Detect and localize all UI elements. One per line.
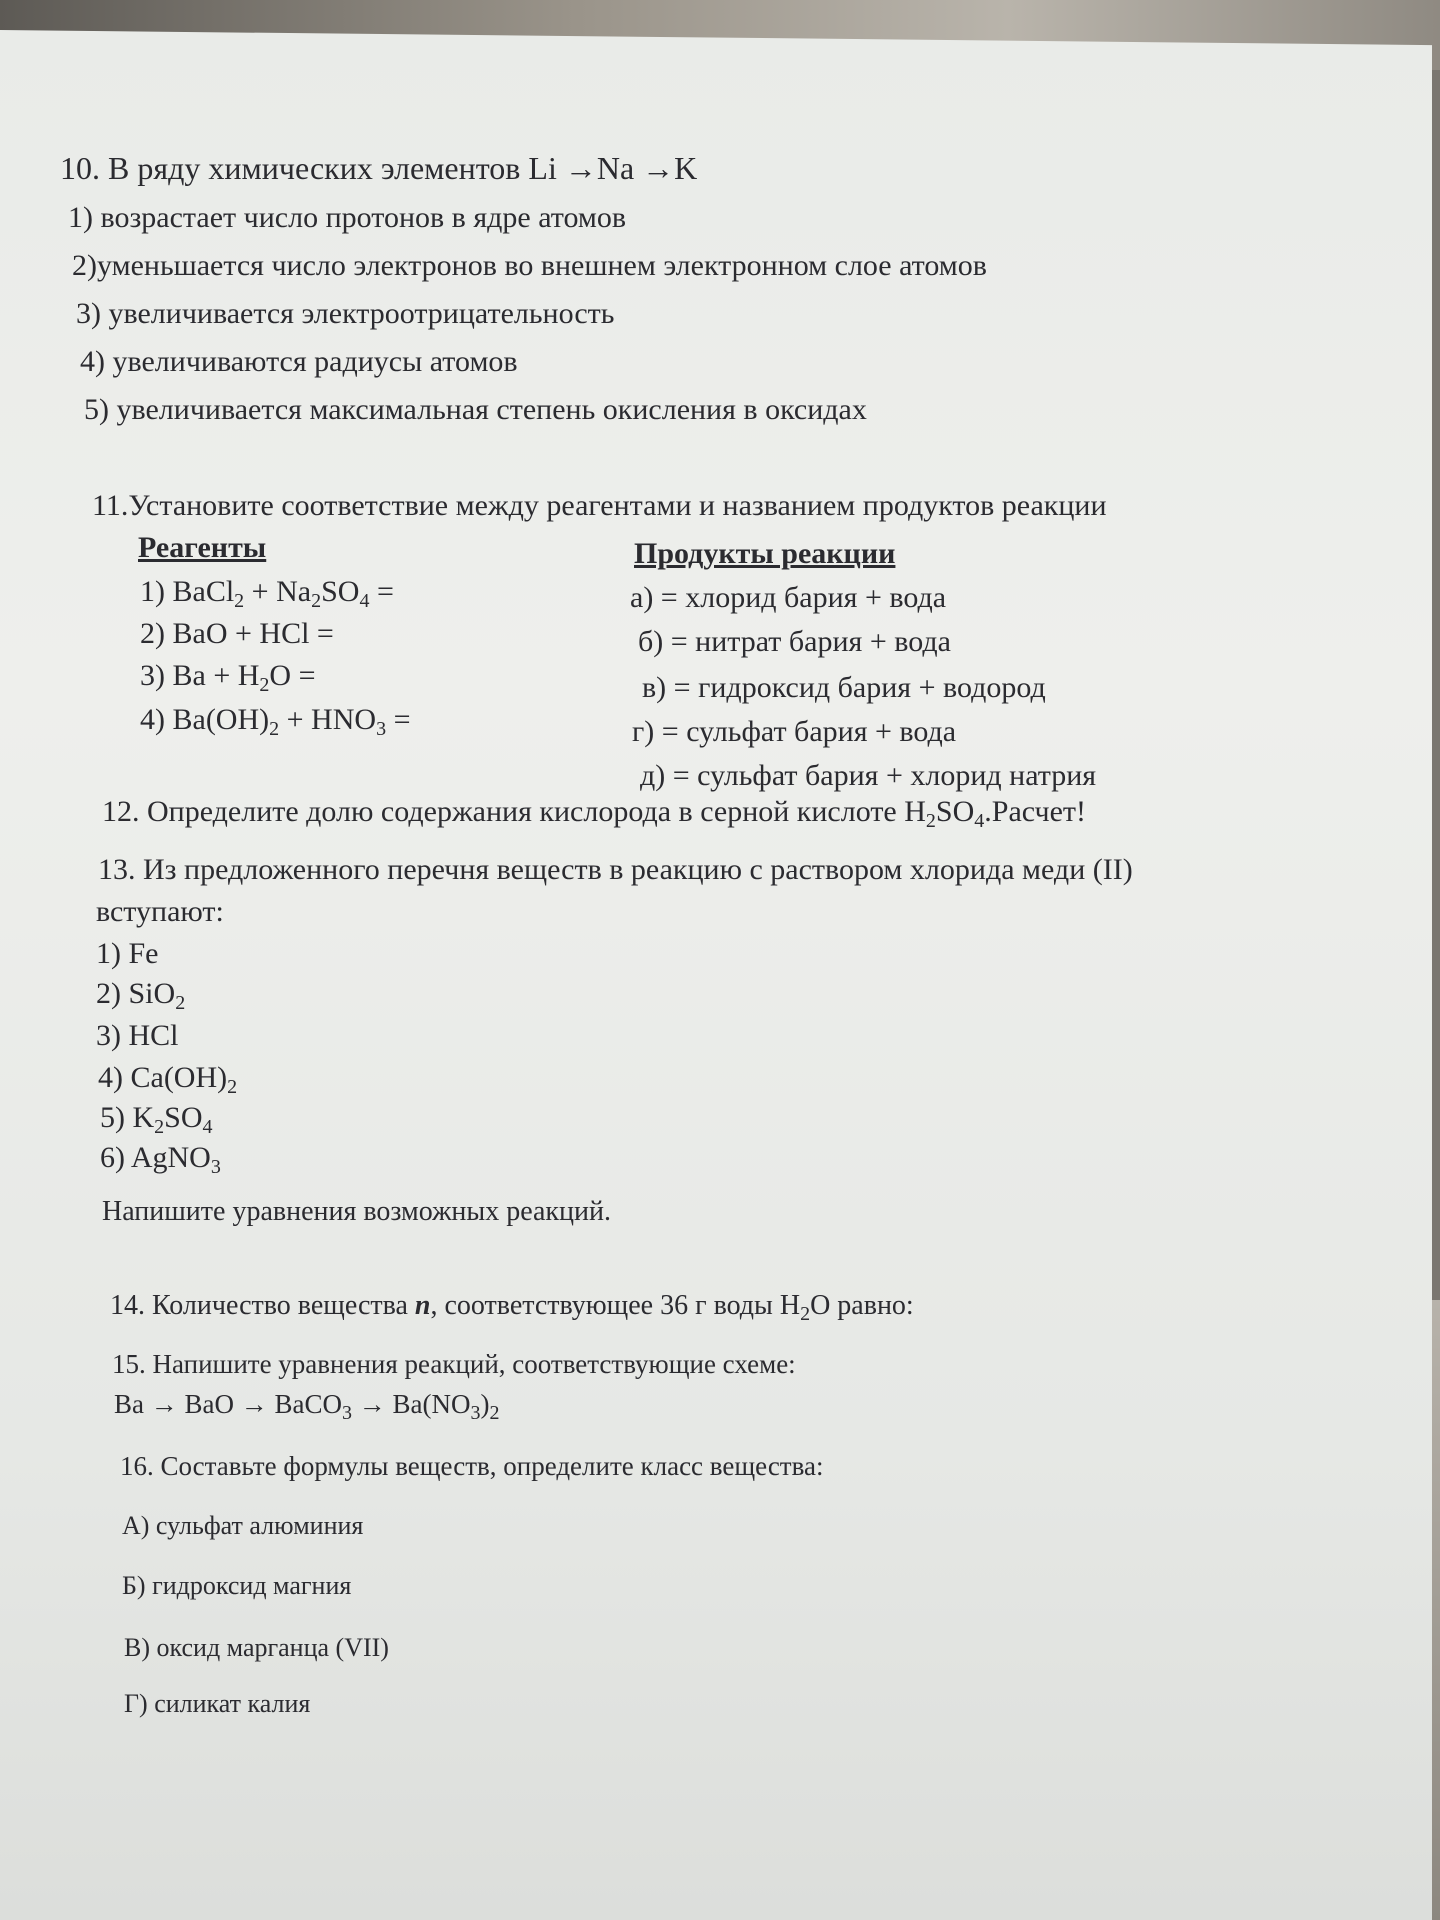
q11-product-v: в) = гидроксид бария + водород bbox=[642, 671, 1046, 704]
q13-footer: Напишите уравнения возможных реакций. bbox=[102, 1196, 611, 1227]
q13-title: 13. Из предложенного перечня веществ в реакцию с раствором хлорида меди (II) bbox=[98, 853, 1133, 886]
q11-product-a: а) = хлорид бария + вода bbox=[630, 581, 947, 614]
q11-title: 11.Установите соответствие между реагентами и названием продуктов реакции bbox=[92, 489, 1107, 522]
q10-option-5: 5) увеличивается максимальная степень окисления в оксидах bbox=[84, 393, 867, 426]
q10-option-1: 1) возрастает число протонов в ядре атомов bbox=[68, 201, 627, 234]
q11-reagents-header: Реагенты bbox=[138, 531, 267, 564]
q13-title-cont: вступают: bbox=[96, 895, 224, 928]
q15-title: 15. Напишите уравнения реакций, соответствующие схеме: bbox=[112, 1349, 796, 1379]
q13-option-3: 3) HCl bbox=[96, 1019, 179, 1052]
q15-scheme: Ba → BaO → BaCO$_3$ → $Ba(NO_3)_2$ bbox=[114, 1389, 500, 1424]
q13-option-4: 4) $Ca(OH)_2$ bbox=[98, 1061, 238, 1098]
q16-item-b: Б) гидроксид магния bbox=[122, 1571, 352, 1600]
q12-text: 12. Определите долю содержания кислорода в серной кислоте $H_2SO_4.Расчет$! bbox=[102, 795, 1086, 832]
q11-reagent-4: 4) $Ba(OH)_2 + HNO_3$ = bbox=[140, 703, 411, 740]
q10-option-3: 3) увеличивается электроотрицательность bbox=[76, 297, 615, 330]
q13-option-1: 1) Fe bbox=[96, 937, 159, 970]
q16-title: 16. Составьте формулы веществ, определите класс вещества: bbox=[120, 1451, 824, 1481]
q16-item-v: В) оксид марганца (VII) bbox=[124, 1633, 389, 1662]
q10-title: 10. В ряду химических элементов Li →Na →K bbox=[60, 150, 698, 186]
q13-option-6: 6) AgNO$_3$ bbox=[100, 1141, 221, 1178]
q11-product-d: д) = сульфат бария + хлорид натрия bbox=[640, 759, 1097, 792]
q11-reagent-3: 3) $Ba + H_2O$ = bbox=[140, 659, 316, 696]
q11-reagent-1: 1) BaCl$_2$ + $Na_2SO_4$ = bbox=[140, 575, 394, 612]
q13-option-2: 2) SiO$_2$ bbox=[96, 977, 186, 1014]
q14-text: 14. Количество вещества n, соответствующее 36 г воды $H_2O$ равно: bbox=[110, 1290, 914, 1325]
q11-product-b: б) = нитрат бария + вода bbox=[638, 625, 951, 658]
q13-option-5: 5) $K_2SO_4$ bbox=[100, 1101, 213, 1138]
q16-item-a: А) сульфат алюминия bbox=[122, 1511, 364, 1540]
q16-item-g: Г) силикат калия bbox=[124, 1689, 311, 1718]
q10-option-2: 2)уменьшается число электронов во внешнем электронном слое атомов bbox=[72, 249, 987, 282]
q11-product-g: г) = сульфат бария + вода bbox=[632, 715, 957, 748]
q10-option-4: 4) увеличиваются радиусы атомов bbox=[80, 345, 518, 378]
q11-reagent-2: 2) BaO + HCl = bbox=[140, 617, 334, 650]
q11-products-header: Продукты реакции bbox=[634, 537, 896, 570]
